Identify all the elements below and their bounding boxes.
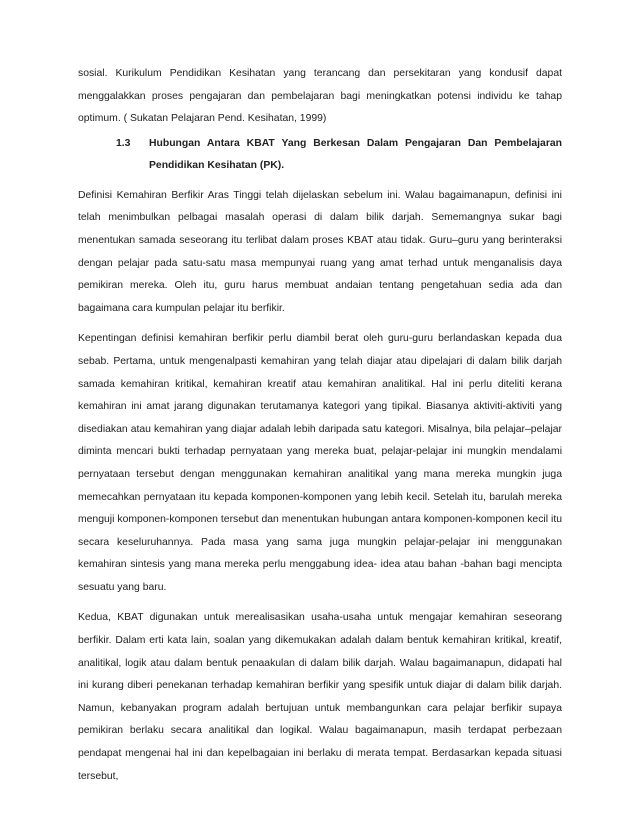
paragraph-second-reason: Kedua, KBAT digunakan untuk merealisasikan usaha-usaha untuk mengajar kemahiran seseorang berfikir. Dalam erti kata lain, soalan yang dikemukakan adalah dalam bentuk kemahiran kritikal, kreatif, analitikal, logik atau dalam bentuk penaakulan di dalam bilik darjah. Walau bagaimanapun, didapati hal ini kurang diberi penekanan terhadap kemahiran berfikir yang spesifik untuk diajar di dalam bilik darjah. Namun, kebanyakan program adalah bertujuan untuk membangunkan cara pelajar berfikir supaya pemikiran berlaku secara analitikal dan logikal. Walau bagaimanapun, masih terdapat perbezaan pendapat mengenai hal ini dan kepelbagaian ini berlaku di merata tempat. Berdasarkan kepada situasi tersebut, <box>78 612 562 782</box>
section-title: Hubungan Antara KBAT Yang Berkesan Dalam Pengajaran Dan Pembelajaran Pendidikan Kesihatan (PK). <box>149 137 562 171</box>
paragraph-importance: Kepentingan definisi kemahiran berfikir perlu diambil berat oleh guru-guru berlandaskan kepada dua sebab. Pertama, untuk mengenalpasti kemahiran yang telah diajar atau dipelajari di dalam bilik darjah samada kemahiran kritikal, kemahiran kreatif atau kemahiran analitikal. Hal ini perlu diteliti kerana kemahiran ini amat jarang digunakan terutamanya kategori yang tipikal. Biasanya aktiviti-aktiviti yang disediakan atau kemahiran yang diajar adalah lebih daripada satu kategori. Misalnya, bila pelajar–pelajar diminta mencari bukti terhadap pernyataan yang mereka buat, pelajar-pelajar ini mungkin mendalami pernyataan tersebut dengan menggunakan kemahiran analitikal yang mana mereka mungkin juga memecahkan pernyataan itu kepada komponen-komponen yang lebih kecil. Setelah itu, barulah mereka menguji komponen-komponen tersebut dan menentukan hubungan antara komponen-komponen kecil itu secara keseluruhannya. Pada masa yang sama juga mungkin pelajar-pelajar ini menggunakan kemahiran sintesis yang mana mereka perlu menggabung idea- idea atau bahan -bahan bagi mencipta sesuatu yang baru. <box>78 333 562 593</box>
paragraph-definition: Definisi Kemahiran Berfikir Aras Tinggi telah dijelaskan sebelum ini. Walau bagaimanapun, definisi ini telah menimbulkan pelbagai masalah operasi di dalam bilik darjah. Sememangnya sukar bagi menentukan samada seseorang itu terlibat dalam proses KBAT atau tidak. Guru–guru yang berinteraksi dengan pelajar pada satu-satu masa mempunyai ruang yang amat terhad untuk menganalisis daya pemikiran mereka. Oleh itu, guru harus membuat andaian tentang pengetahuan sedia ada dan bagaimana cara kumpulan pelajar itu berfikir. <box>78 189 562 314</box>
document-page <box>78 63 562 788</box>
section-number: 1.3 <box>116 137 131 149</box>
paragraph-intro: sosial. Kurikulum Pendidikan Kesihatan yang terancang dan persekitaran yang kondusif dapat menggalakkan proses pengajaran dan pembelajaran bagi meningkatkan potensi individu ke tahap optimum. ( Sukatan Pelajaran Pend. Kesihatan, 1999) <box>78 68 562 125</box>
section-heading <box>78 133 562 177</box>
